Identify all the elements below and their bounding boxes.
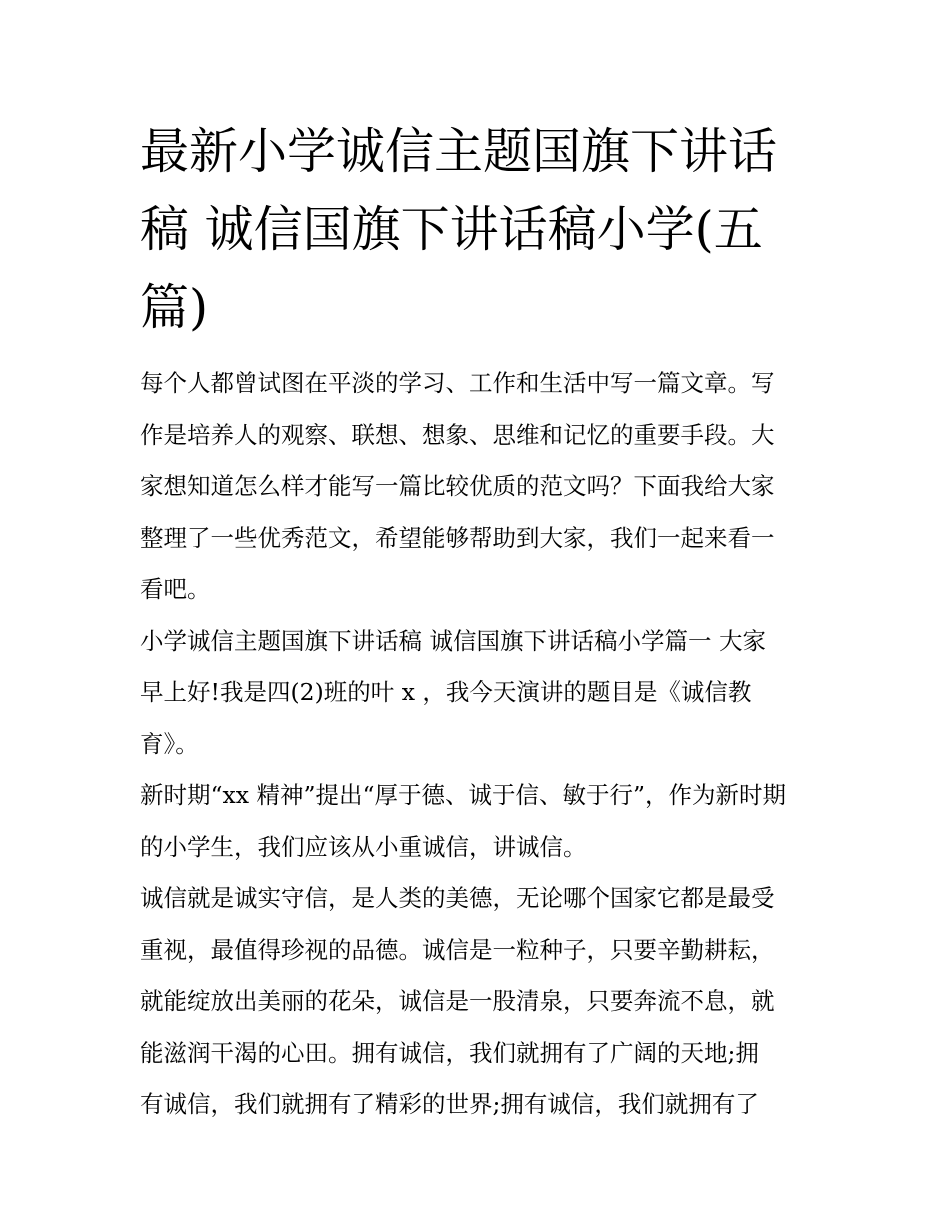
text-line: 能滋润干渴的心田。拥有诚信，我们就拥有了广阔的天地;拥	[140, 1038, 759, 1067]
title-line: 篇)	[140, 279, 209, 336]
text-line: 整理了一些优秀范文，希望能够帮助到大家，我们一起来看一	[140, 523, 775, 552]
text-line: 就能绽放出美丽的花朵，诚信是一股清泉，只要奔流不息，就	[140, 987, 775, 1015]
title-line: 最新小学诚信主题国旗下讲话	[140, 123, 778, 180]
text-line: 看吧。	[140, 575, 211, 603]
spirit-paragraph	[140, 770, 820, 873]
document-title	[140, 113, 820, 347]
text-line: 家想知道怎么样才能写一篇比较优质的范文吗？下面我给大家	[140, 472, 775, 500]
text-line: 有诚信，我们就拥有了精彩的世界;拥有诚信，我们就拥有了	[140, 1090, 759, 1118]
title-line: 稿 诚信国旗下讲话稿小学(五	[140, 201, 763, 258]
document-body	[140, 358, 820, 1131]
text-line: 小学诚信主题国旗下讲话稿 诚信国旗下讲话稿小学篇一 大家	[140, 626, 766, 655]
text-line: 新时期“xx 精神”提出“厚于德、诚于信、敏于行”，作为新时期	[140, 781, 787, 809]
text-line: 的小学生，我们应该从小重诚信，讲诚信。	[140, 832, 587, 861]
text-line: 作是培养人的观察、联想、想象、思维和记忆的重要手段。大	[140, 420, 775, 449]
speech-opening-paragraph	[140, 616, 820, 771]
intro-paragraph	[140, 358, 820, 616]
text-line: 早上好!我是四(2)班的叶 x ，我今天演讲的题目是《诚信教	[140, 678, 752, 706]
integrity-paragraph	[140, 873, 820, 1131]
text-line: 重视，最值得珍视的品德。诚信是一粒种子，只要辛勤耕耘，	[140, 935, 775, 964]
text-line: 每个人都曾试图在平淡的学习、工作和生活中写一篇文章。写	[140, 369, 775, 397]
text-line: 育》。	[140, 729, 199, 758]
text-line: 诚信就是诚实守信，是人类的美德，无论哪个国家它都是最受	[140, 884, 775, 912]
